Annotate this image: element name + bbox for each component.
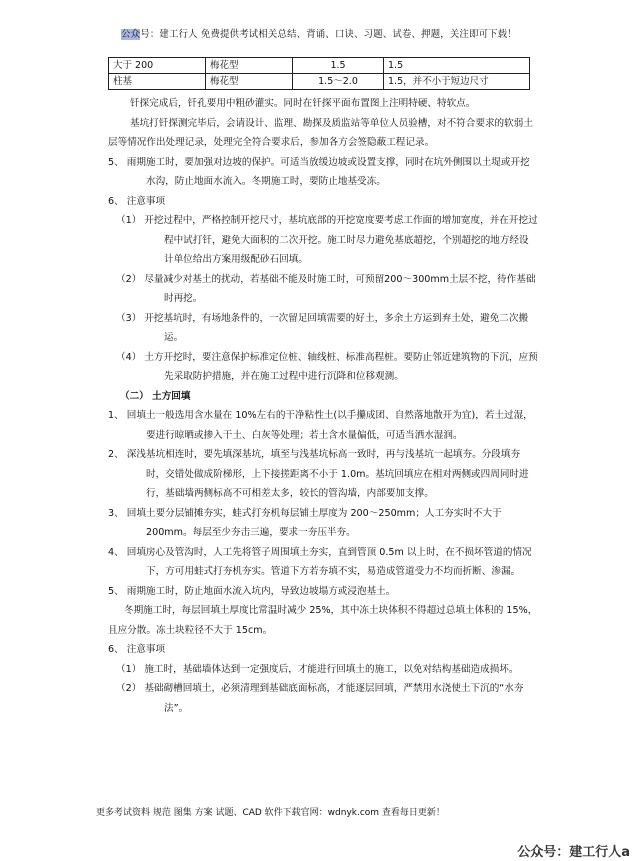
paragraph-winter: 冬期施工时，每层回填土厚度比常温时减少 25%，其中冻土块体积不得超过总填土体积的 15%，且应分散。冻土块粒径不大于 15cm。 bbox=[108, 605, 538, 636]
paragraph-notes-heading: 6、 注意事项 bbox=[108, 195, 166, 207]
backfill-item: 3、 回填土要分层铺摊夯实，蛙式打夯机每层铺土厚度为 200～250mm；人工夯实时不大于 200mm。每层至少夯击三遍，要求一夯压半夯。 bbox=[108, 507, 502, 538]
header-highlight: 公众 bbox=[121, 29, 141, 40]
backfill-item: 1、 回填土一般选用含水量在 10%左右的干净粘性土(以手攥成团、自然落地散开为宜)，若土过湿，要进行晾晒或掺入干土、白灰等处理；若土含水量偏低，可适当洒水湿润。 bbox=[108, 410, 533, 441]
note-item: （2） 基础砌槽回填土，必须清理到基础底面标高，才能逐层回填，严禁用水浇使土下沉的“水夯法”。 bbox=[116, 683, 524, 714]
section-title-backfill: （二） 土方回填 bbox=[120, 390, 191, 402]
spacing-table bbox=[108, 57, 530, 90]
table-row bbox=[109, 58, 530, 74]
table-cell: 梅花型 bbox=[206, 74, 293, 90]
table-cell: 1.5 bbox=[384, 58, 530, 74]
table-cell: 1.5 bbox=[293, 58, 384, 74]
note-item: （3） 开挖基坑时，有场地条件的，一次留足回填需要的好土，多余土方运到弃土处，避免二次搬运。 bbox=[116, 312, 529, 343]
note-item: （1） 开挖过程中，严格控制开挖尺寸，基坑底部的开挖宽度要考虑工作面的增加宽度，并在开挖过程中试打钎，避免大面积的二次开挖。施工时尽力避免基底超挖，个别超挖的地方经设计单位给出方案用级配砂石回填。 bbox=[116, 215, 538, 265]
watermark: 公众号：建工行人a bbox=[517, 845, 630, 860]
table-cell: 大于 200 bbox=[109, 58, 206, 74]
paragraph-probe-completion: 钎探完成后，钎孔要用中粗砂灌实。同时在钎探平面布置图上注明特硬、特软点。 bbox=[130, 98, 476, 109]
page-footer: 更多考试资料 规范 图集 方案 试题、CAD 软件下载官网：wdnyk.com 查看每日更新！ bbox=[96, 808, 445, 818]
table-cell: 1.5，并不小于短边尺寸 bbox=[384, 74, 530, 90]
paragraph-rainy-season: 5、 雨期施工时，要加强对边坡的保护。可适当放缓边坡或设置支撑，同时在坑外侧围以土堤或开挖水沟，防止地面水流入。冬期施工时，要防止地基受冻。 bbox=[108, 156, 530, 187]
header-text: 号：建工行人 免费提供考试相关总结、背诵、口诀、习题、试卷、押题，关注即可下载！ bbox=[140, 29, 517, 40]
table-cell: 梅花型 bbox=[206, 58, 293, 74]
note-item: （2） 尽量减少对基土的扰动，若基础不能及时施工时，可预留200～300mm土层不挖，待作基础时再挖。 bbox=[116, 273, 536, 304]
paragraph-inspection: 基坑打钎探测完毕后，会请设计、监理、勘探及质监站等单位人员验槽，对不符合要求的软弱土层等情况作出处理记录，处理完全符合要求后，参加各方会签隐蔽工程记录。 bbox=[108, 117, 533, 148]
note-item: （4） 土方开挖时，要注意保护标准定位桩、轴线桩、标准高程桩。要防止邻近建筑物的下沉，应预先采取防护措施，并在施工过程中进行沉降和位移观测。 bbox=[116, 351, 538, 382]
note-item: （1） 施工时，基础墙体达到一定强度后，才能进行回填土的施工，以免对结构基础造成损坏。 bbox=[116, 663, 519, 675]
backfill-item: 2、 深浅基坑相连时，要先填深基坑，填至与浅基坑标高一致时，再与浅基坑一起填夯。分段填夯时，交错处做成阶梯形，上下接搓距离不小于 1.0m。基坑回填应在相对两侧或四周同时进行，基础墙两侧标高不可相差太多，较长的管沟墙，内部要加支撑。 bbox=[108, 449, 529, 499]
backfill-item: 5、 雨期施工时，防止地面水流入坑内，导致边坡塌方或浸泡基土。 bbox=[108, 585, 396, 597]
paragraph-notes-heading-2: 6、 注意事项 bbox=[108, 644, 166, 655]
table-cell: 1.5～2.0 bbox=[293, 74, 384, 90]
page-header bbox=[0, 26, 638, 40]
table-row bbox=[109, 74, 530, 90]
table-cell: 柱基 bbox=[109, 74, 206, 90]
backfill-item: 4、 回填房心及管沟时，人工先将管子周围填土夯实，直到管顶 0.5m 以上时，在不损坏管道的情况下，方可用蛙式打夯机夯实。管道下方若夯填不实，易造成管道受力不均而折断、渗漏。 bbox=[108, 546, 532, 577]
document-body bbox=[108, 94, 538, 718]
